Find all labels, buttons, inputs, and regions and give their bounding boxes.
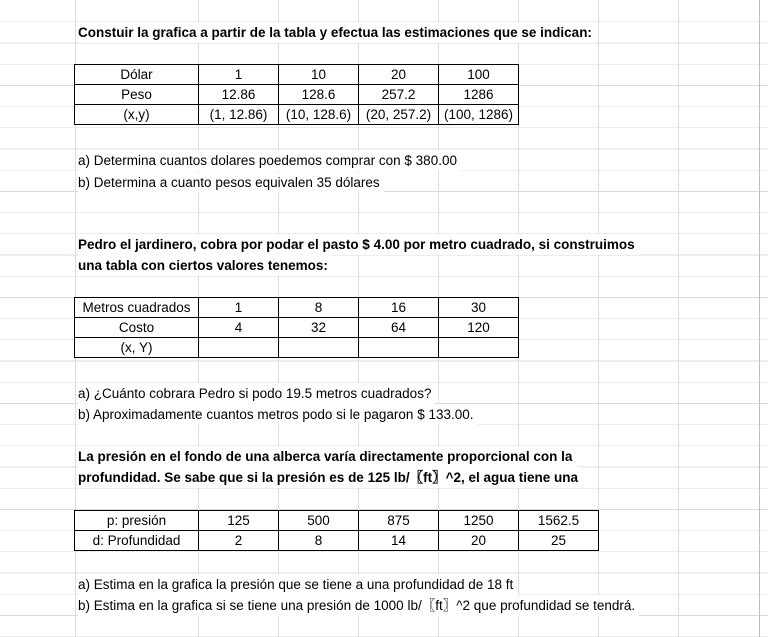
table-cell[interactable]: 30 bbox=[439, 298, 519, 318]
table-cell[interactable]: 500 bbox=[279, 511, 359, 531]
table-cell[interactable]: 875 bbox=[359, 511, 439, 531]
table-cell[interactable]: (10, 128.6) bbox=[279, 105, 359, 125]
table-row bbox=[75, 511, 599, 531]
table-cell[interactable]: 8 bbox=[279, 298, 359, 318]
section3-question-b: b) Estima en la grafica si se tiene una presión de 1000 lb/〖ft〗^2 que profundidad se tendrá. bbox=[78, 595, 639, 616]
table-cell[interactable]: Peso bbox=[75, 85, 199, 105]
table-cell[interactable]: 32 bbox=[279, 318, 359, 338]
table-cell[interactable]: 20 bbox=[359, 65, 439, 85]
table-cell[interactable]: (1, 12.86) bbox=[199, 105, 279, 125]
table-row bbox=[75, 338, 519, 358]
section3-question-a: a) Estima en la grafica la presión que se tiene a una profundidad de 18 ft bbox=[78, 574, 517, 595]
table-cell[interactable] bbox=[279, 338, 359, 358]
table-row bbox=[75, 65, 519, 85]
table-cell[interactable]: 20 bbox=[439, 531, 519, 551]
table-row bbox=[75, 105, 519, 125]
table-cell[interactable]: (x,y) bbox=[75, 105, 199, 125]
table-cell[interactable]: 100 bbox=[439, 65, 519, 85]
table-cell[interactable]: 1250 bbox=[439, 511, 519, 531]
table-cell[interactable]: 125 bbox=[199, 511, 279, 531]
table-cell[interactable]: Costo bbox=[75, 318, 199, 338]
table-cell[interactable]: (20, 257.2) bbox=[359, 105, 439, 125]
table-cell[interactable]: Dólar bbox=[75, 65, 199, 85]
section2-question-b: b) Aproximadamente cuantos metros podo si le pagaron $ 133.00. bbox=[78, 404, 478, 425]
table-cell[interactable]: 10 bbox=[279, 65, 359, 85]
table-cell[interactable] bbox=[359, 338, 439, 358]
section1-question-a: a) Determina cuantos dolares poedemos comprar con $ 380.00 bbox=[78, 150, 461, 171]
section2-title-line1: Pedro el jardinero, cobra por podar el pasto $ 4.00 por metro cuadrado, si construimos bbox=[78, 234, 639, 255]
dollar-peso-table bbox=[74, 64, 519, 125]
section3-title-line2: profundidad. Se sabe que si la presión es de 125 lb/〖ft〗^2, el agua tiene una bbox=[78, 467, 582, 488]
table-cell[interactable]: 1 bbox=[199, 298, 279, 318]
table-row bbox=[75, 85, 519, 105]
garden-cost-table bbox=[74, 297, 519, 358]
table-cell[interactable]: Metros cuadrados bbox=[75, 298, 199, 318]
table-row bbox=[75, 531, 599, 551]
section1-question-b: b) Determina a cuanto pesos equivalen 35 dólares bbox=[78, 172, 384, 193]
section2-question-a: a) ¿Cuánto cobrara Pedro si podo 19.5 metros cuadrados? bbox=[78, 383, 435, 404]
table-cell[interactable]: 64 bbox=[359, 318, 439, 338]
section3-title-line1: La presión en el fondo de una alberca varía directamente proporcional con la bbox=[78, 446, 576, 467]
table-cell[interactable]: 12.86 bbox=[199, 85, 279, 105]
table-cell[interactable]: 1562.5 bbox=[519, 511, 599, 531]
table-cell[interactable] bbox=[439, 338, 519, 358]
table-cell[interactable]: 16 bbox=[359, 298, 439, 318]
section1-title: Constuir la grafica a partir de la tabla y efectua las estimaciones que se indican: bbox=[78, 22, 596, 43]
table-cell[interactable]: 25 bbox=[519, 531, 599, 551]
table-cell[interactable] bbox=[199, 338, 279, 358]
table-cell[interactable]: (x, Y) bbox=[75, 338, 199, 358]
table-cell[interactable]: 128.6 bbox=[279, 85, 359, 105]
table-cell[interactable]: (100, 1286) bbox=[439, 105, 519, 125]
table-row bbox=[75, 318, 519, 338]
section2-title-line2: una tabla con ciertos valores tenemos: bbox=[78, 255, 332, 276]
table-cell[interactable]: p: presión bbox=[75, 511, 199, 531]
table-row bbox=[75, 298, 519, 318]
table-cell[interactable]: 1 bbox=[199, 65, 279, 85]
table-cell[interactable]: 8 bbox=[279, 531, 359, 551]
table-cell[interactable]: 2 bbox=[199, 531, 279, 551]
pressure-depth-table bbox=[74, 510, 599, 551]
table-cell[interactable]: 1286 bbox=[439, 85, 519, 105]
table-cell[interactable]: d: Profundidad bbox=[75, 531, 199, 551]
table-cell[interactable]: 257.2 bbox=[359, 85, 439, 105]
table-cell[interactable]: 14 bbox=[359, 531, 439, 551]
table-cell[interactable]: 120 bbox=[439, 318, 519, 338]
grid-column-line bbox=[678, 0, 679, 637]
table-cell[interactable]: 4 bbox=[199, 318, 279, 338]
